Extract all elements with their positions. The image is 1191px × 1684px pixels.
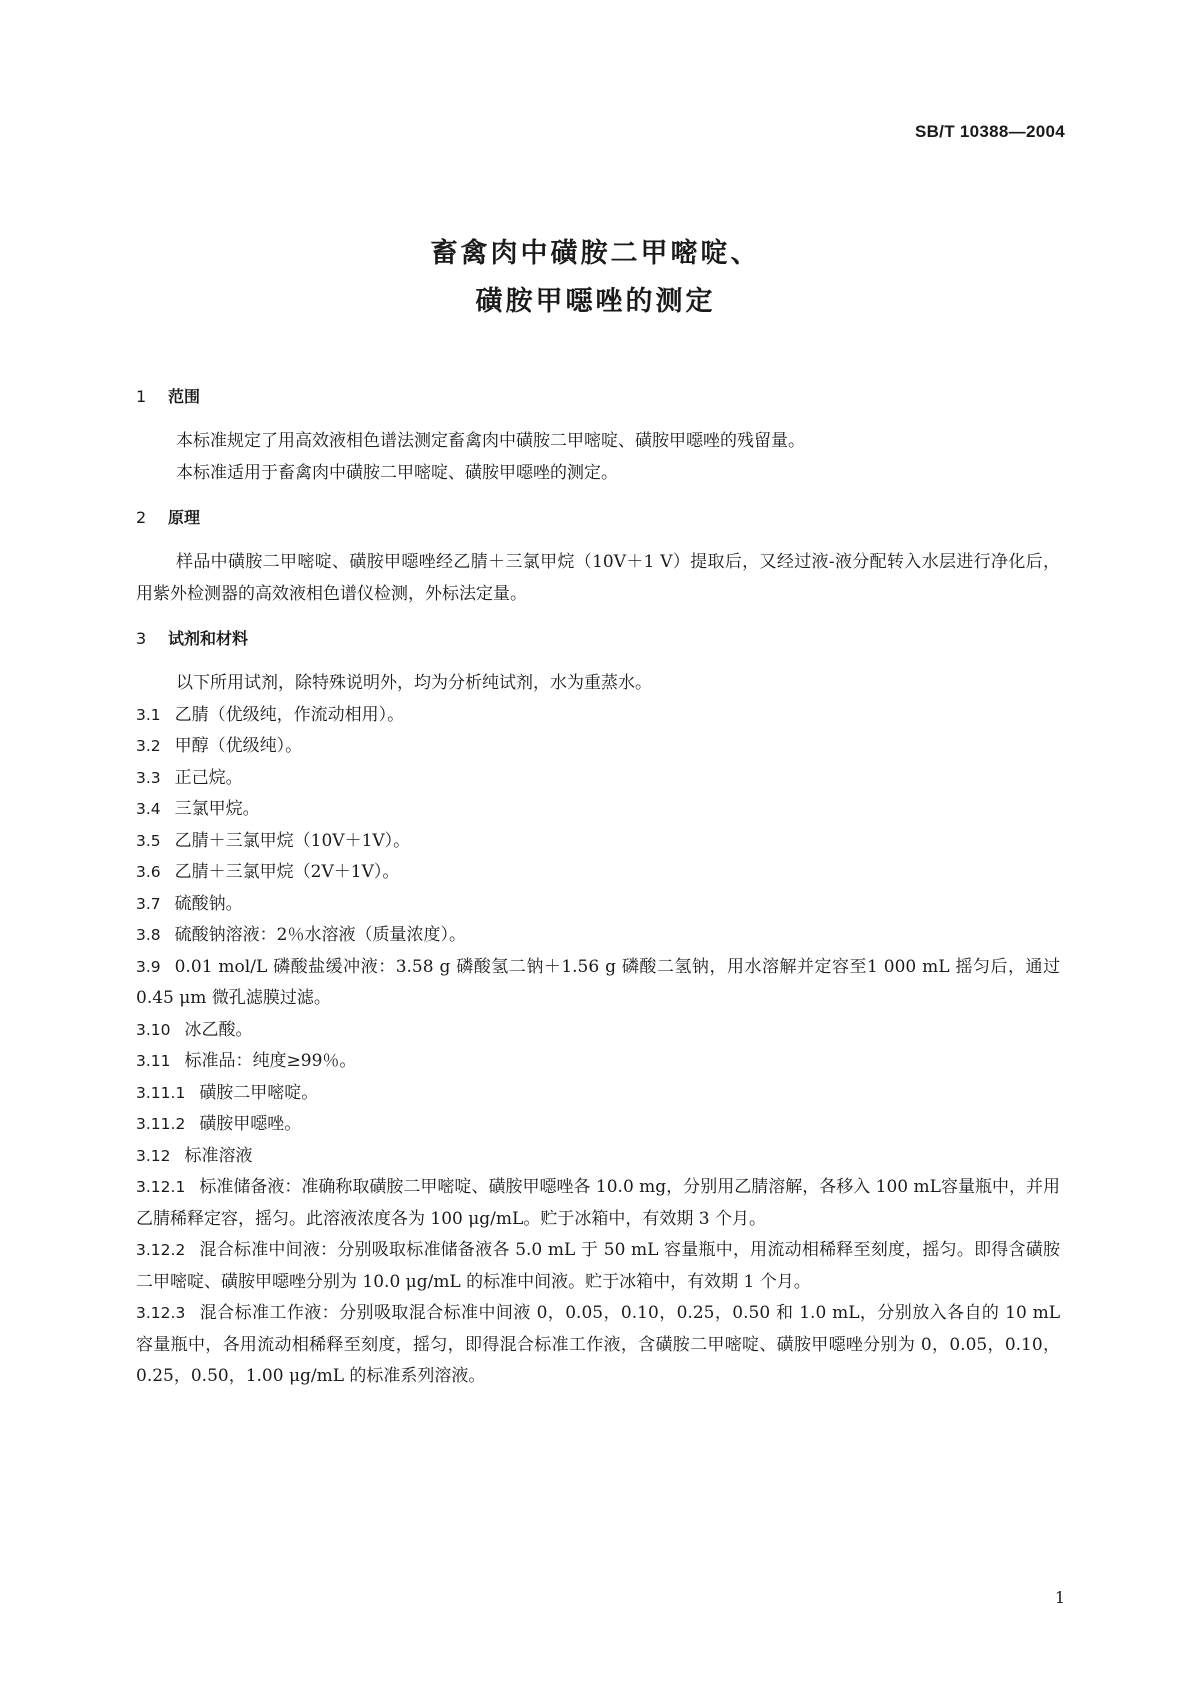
clause-text: 磺胺甲噁唑。 xyxy=(199,1114,302,1134)
clause-number: 3.10 xyxy=(136,1020,171,1039)
clause-text: 硫酸钠溶液：2％水溶液（质量浓度）。 xyxy=(174,925,466,945)
clause-text: 0.01 mol/L 磷酸盐缓冲液：3.58 g 磷酸氢二钠＋1.56 g 磷酸二氢钠，用水溶解并定容至1 000 mL 摇匀后，通过 0.45 μm 微孔滤膜过滤。 xyxy=(136,956,1060,1008)
clause-item xyxy=(136,1046,1060,1078)
clause-number: 3.4 xyxy=(136,800,161,818)
page-number: 1 xyxy=(1054,1588,1065,1607)
clause-number: 3.2 xyxy=(136,737,161,755)
clause-item xyxy=(136,1109,1060,1141)
clause-item xyxy=(136,1235,1060,1298)
section-2-paragraph-1: 样品中磺胺二甲嘧啶、磺胺甲噁唑经乙腈＋三氯甲烷（10V＋1 V）提取后，又经过液-液分配转入水层进行净化后，用紫外检测器的高效液相色谱仪检测，外标法定量。 xyxy=(136,552,1060,604)
clause-number: 3.12.2 xyxy=(136,1241,186,1259)
clause-item xyxy=(136,952,1060,1015)
clause-number: 3.11.2 xyxy=(136,1115,186,1133)
clause-number: 3.7 xyxy=(136,894,161,913)
title-line-1: 畜禽肉中磺胺二甲嘧啶、 xyxy=(430,238,761,269)
clause-text: 正己烷。 xyxy=(174,767,243,788)
document-body xyxy=(136,382,1060,1393)
clause-number: 3.8 xyxy=(136,926,161,944)
clause-text: 甲醇（优级纯）。 xyxy=(174,736,303,756)
clause-number: 3.1 xyxy=(136,705,161,724)
title-line-2: 磺胺甲噁唑的测定 xyxy=(475,286,716,317)
clause-item xyxy=(136,920,1060,952)
clause-text: 三氯甲烷。 xyxy=(174,799,260,819)
section-3-heading xyxy=(136,624,1060,654)
clause-item xyxy=(136,1078,1060,1110)
section-3-intro: 以下所用试剂，除特殊说明外，均为分析纯试剂，水为重蒸水。 xyxy=(176,673,652,693)
clause-text: 乙腈（优级纯，作流动相用）。 xyxy=(174,704,405,725)
clause-number: 3.12 xyxy=(136,1146,171,1165)
clause-item xyxy=(136,1141,1060,1173)
clause-text: 混合标准中间液：分别吸取标准储备液各 5.0 mL 于 50 mL 容量瓶中，用流动相稀释至刻度，摇匀。即得含磺胺二甲嘧啶、磺胺甲噁唑分别为 10.0 μg/mL 的标准中间液。贮于冰箱中，有效期 1 个月。 xyxy=(136,1240,1060,1292)
clause-item xyxy=(136,1172,1060,1235)
clause-item xyxy=(136,1015,1060,1047)
section-title: 范围 xyxy=(168,387,201,406)
clause-item xyxy=(136,857,1060,889)
clause-text: 磺胺二甲嘧啶。 xyxy=(199,1082,319,1103)
clause-number: 3.3 xyxy=(136,768,161,787)
clause-number: 3.9 xyxy=(136,957,161,976)
section-1-heading xyxy=(136,382,1060,412)
clause-number: 3.6 xyxy=(136,863,161,881)
section-number: 2 xyxy=(136,508,147,527)
section-2-heading xyxy=(136,503,1060,533)
clause-text: 标准储备液：准确称取磺胺二甲嘧啶、磺胺甲噁唑各 10.0 mg，分别用乙腈溶解，各移入 100 mL容量瓶中，并用乙腈稀释定容，摇匀。此溶液浓度各为 100 μg/mL。贮于冰箱中，有效期 3 个月。 xyxy=(136,1177,1060,1229)
clause-item xyxy=(136,1298,1060,1393)
section-title: 原理 xyxy=(168,508,201,527)
document-title xyxy=(0,230,1191,326)
clause-text: 冰乙酸。 xyxy=(184,1019,253,1040)
clause-text: 标准溶液 xyxy=(184,1145,253,1166)
clause-number: 3.11 xyxy=(136,1052,171,1070)
clause-item xyxy=(136,731,1060,763)
section-title: 试剂和材料 xyxy=(168,629,249,648)
clause-item xyxy=(136,794,1060,826)
clause-number: 3.11.1 xyxy=(136,1083,186,1102)
standard-number: SB/T 10388—2004 xyxy=(914,122,1065,141)
section-number: 3 xyxy=(136,629,147,648)
clause-item xyxy=(136,826,1060,858)
clause-text: 标准品：纯度≥99％。 xyxy=(184,1051,357,1071)
clause-item xyxy=(136,700,1060,732)
section-1-paragraph-1: 本标准规定了用高效液相色谱法测定畜禽肉中磺胺二甲嘧啶、磺胺甲噁唑的残留量。 xyxy=(176,431,805,451)
section-1-paragraph-2: 本标准适用于畜禽肉中磺胺二甲嘧啶、磺胺甲噁唑的测定。 xyxy=(176,462,618,483)
section-number: 1 xyxy=(136,387,147,406)
clause-text: 乙腈＋三氯甲烷（2V＋1V）。 xyxy=(174,862,400,882)
clause-text: 乙腈＋三氯甲烷（10V＋1V）。 xyxy=(174,830,411,851)
clause-item xyxy=(136,889,1060,921)
clause-text: 硫酸钠。 xyxy=(174,893,243,914)
clause-text: 混合标准工作液：分别吸取混合标准中间液 0，0.05，0.10，0.25，0.50 和 1.0 mL，分别放入各自的 10 mL 容量瓶中，各用流动相稀释至刻度，摇匀，即得混合标准工作液，含磺胺二甲嘧啶、磺胺甲噁唑分别为 0，0.05，0.10，0.25，0.50，1.00 μg/mL 的标准系列溶液。 xyxy=(136,1303,1060,1386)
clause-number: 3.5 xyxy=(136,831,161,850)
clause-number: 3.12.3 xyxy=(136,1304,186,1322)
clause-number: 3.12.1 xyxy=(136,1178,186,1196)
clause-item xyxy=(136,763,1060,795)
